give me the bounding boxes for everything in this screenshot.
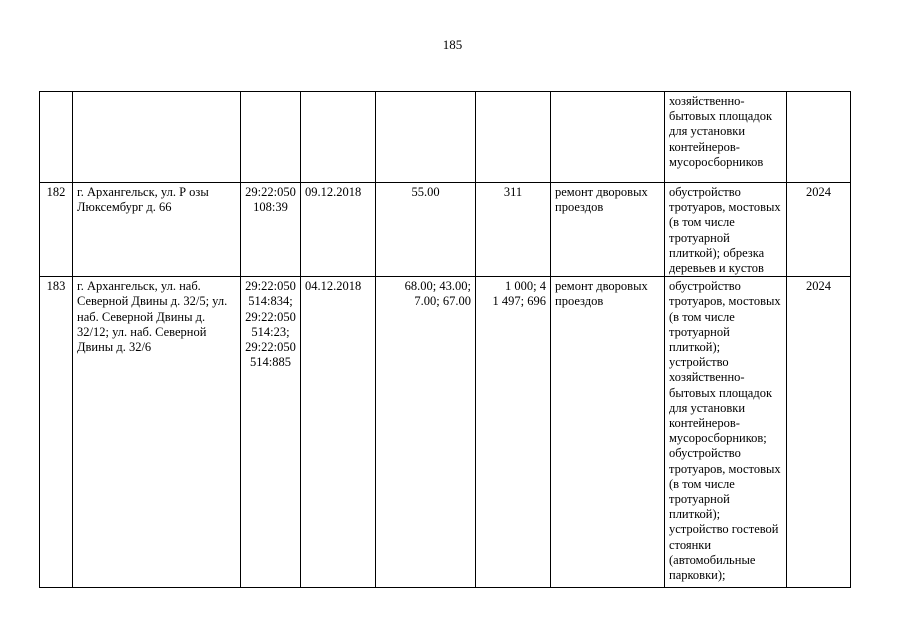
table-row — [40, 277, 851, 588]
work-type-cell — [551, 92, 665, 183]
year-cell: 2024 — [787, 183, 851, 277]
area-cell: 68.00; 43.00; 7.00; 67.00 — [376, 277, 476, 588]
work-type-cell: ремонт дворовых проездов — [551, 183, 665, 277]
measures-cell: обустройство тротуаров, мостовых (в том числе тротуарной плиткой); обрезка деревьев и кустов — [665, 183, 787, 277]
work-type-cell: ремонт дворовых проездов — [551, 277, 665, 588]
address-cell — [73, 92, 241, 183]
residents-cell — [476, 92, 551, 183]
row-number-cell — [40, 92, 73, 183]
date-cell — [301, 92, 376, 183]
page-number: 185 — [442, 37, 463, 52]
registry-table — [39, 91, 851, 588]
table-row — [40, 183, 851, 277]
area-cell: 55.00 — [376, 183, 476, 277]
measures-cell: хозяйственно- бытовых площадок для установки контейнеров- мусоросборников — [665, 92, 787, 183]
cadastral-number-cell — [241, 92, 301, 183]
year-cell — [787, 92, 851, 183]
residents-cell: 1 000; 4 1 497; 696 — [476, 277, 551, 588]
row-number-cell: 182 — [40, 183, 73, 277]
address-cell: г. Архангельск, ул. наб. Северной Двины д. 32/5; ул. наб. Северной Двины д. 32/12; ул. наб. Северной Двины д. 32/6 — [73, 277, 241, 588]
cadastral-number-cell: 29:22:050 514:834; 29:22:050 514:23; 29:22:050 514:885 — [241, 277, 301, 588]
residents-cell: 311 — [476, 183, 551, 277]
year-cell: 2024 — [787, 277, 851, 588]
date-cell: 09.12.2018 — [301, 183, 376, 277]
date-cell: 04.12.2018 — [301, 277, 376, 588]
area-cell — [376, 92, 476, 183]
cadastral-number-cell: 29:22:050 108:39 — [241, 183, 301, 277]
measures-cell: обустройство тротуаров, мостовых (в том числе тротуарной плиткой); устройство хозяйственно- бытовых площадок для установки контейнеров- мусоросборников; обустройство тротуаров, мостовых (в том числе тротуарной плиткой); устройство гостевой стоянки (автомобильные парковки); — [665, 277, 787, 588]
row-number-cell: 183 — [40, 277, 73, 588]
table-row — [40, 92, 851, 183]
address-cell: г. Архангельск, ул. Р озы Люксембург д. 66 — [73, 183, 241, 277]
